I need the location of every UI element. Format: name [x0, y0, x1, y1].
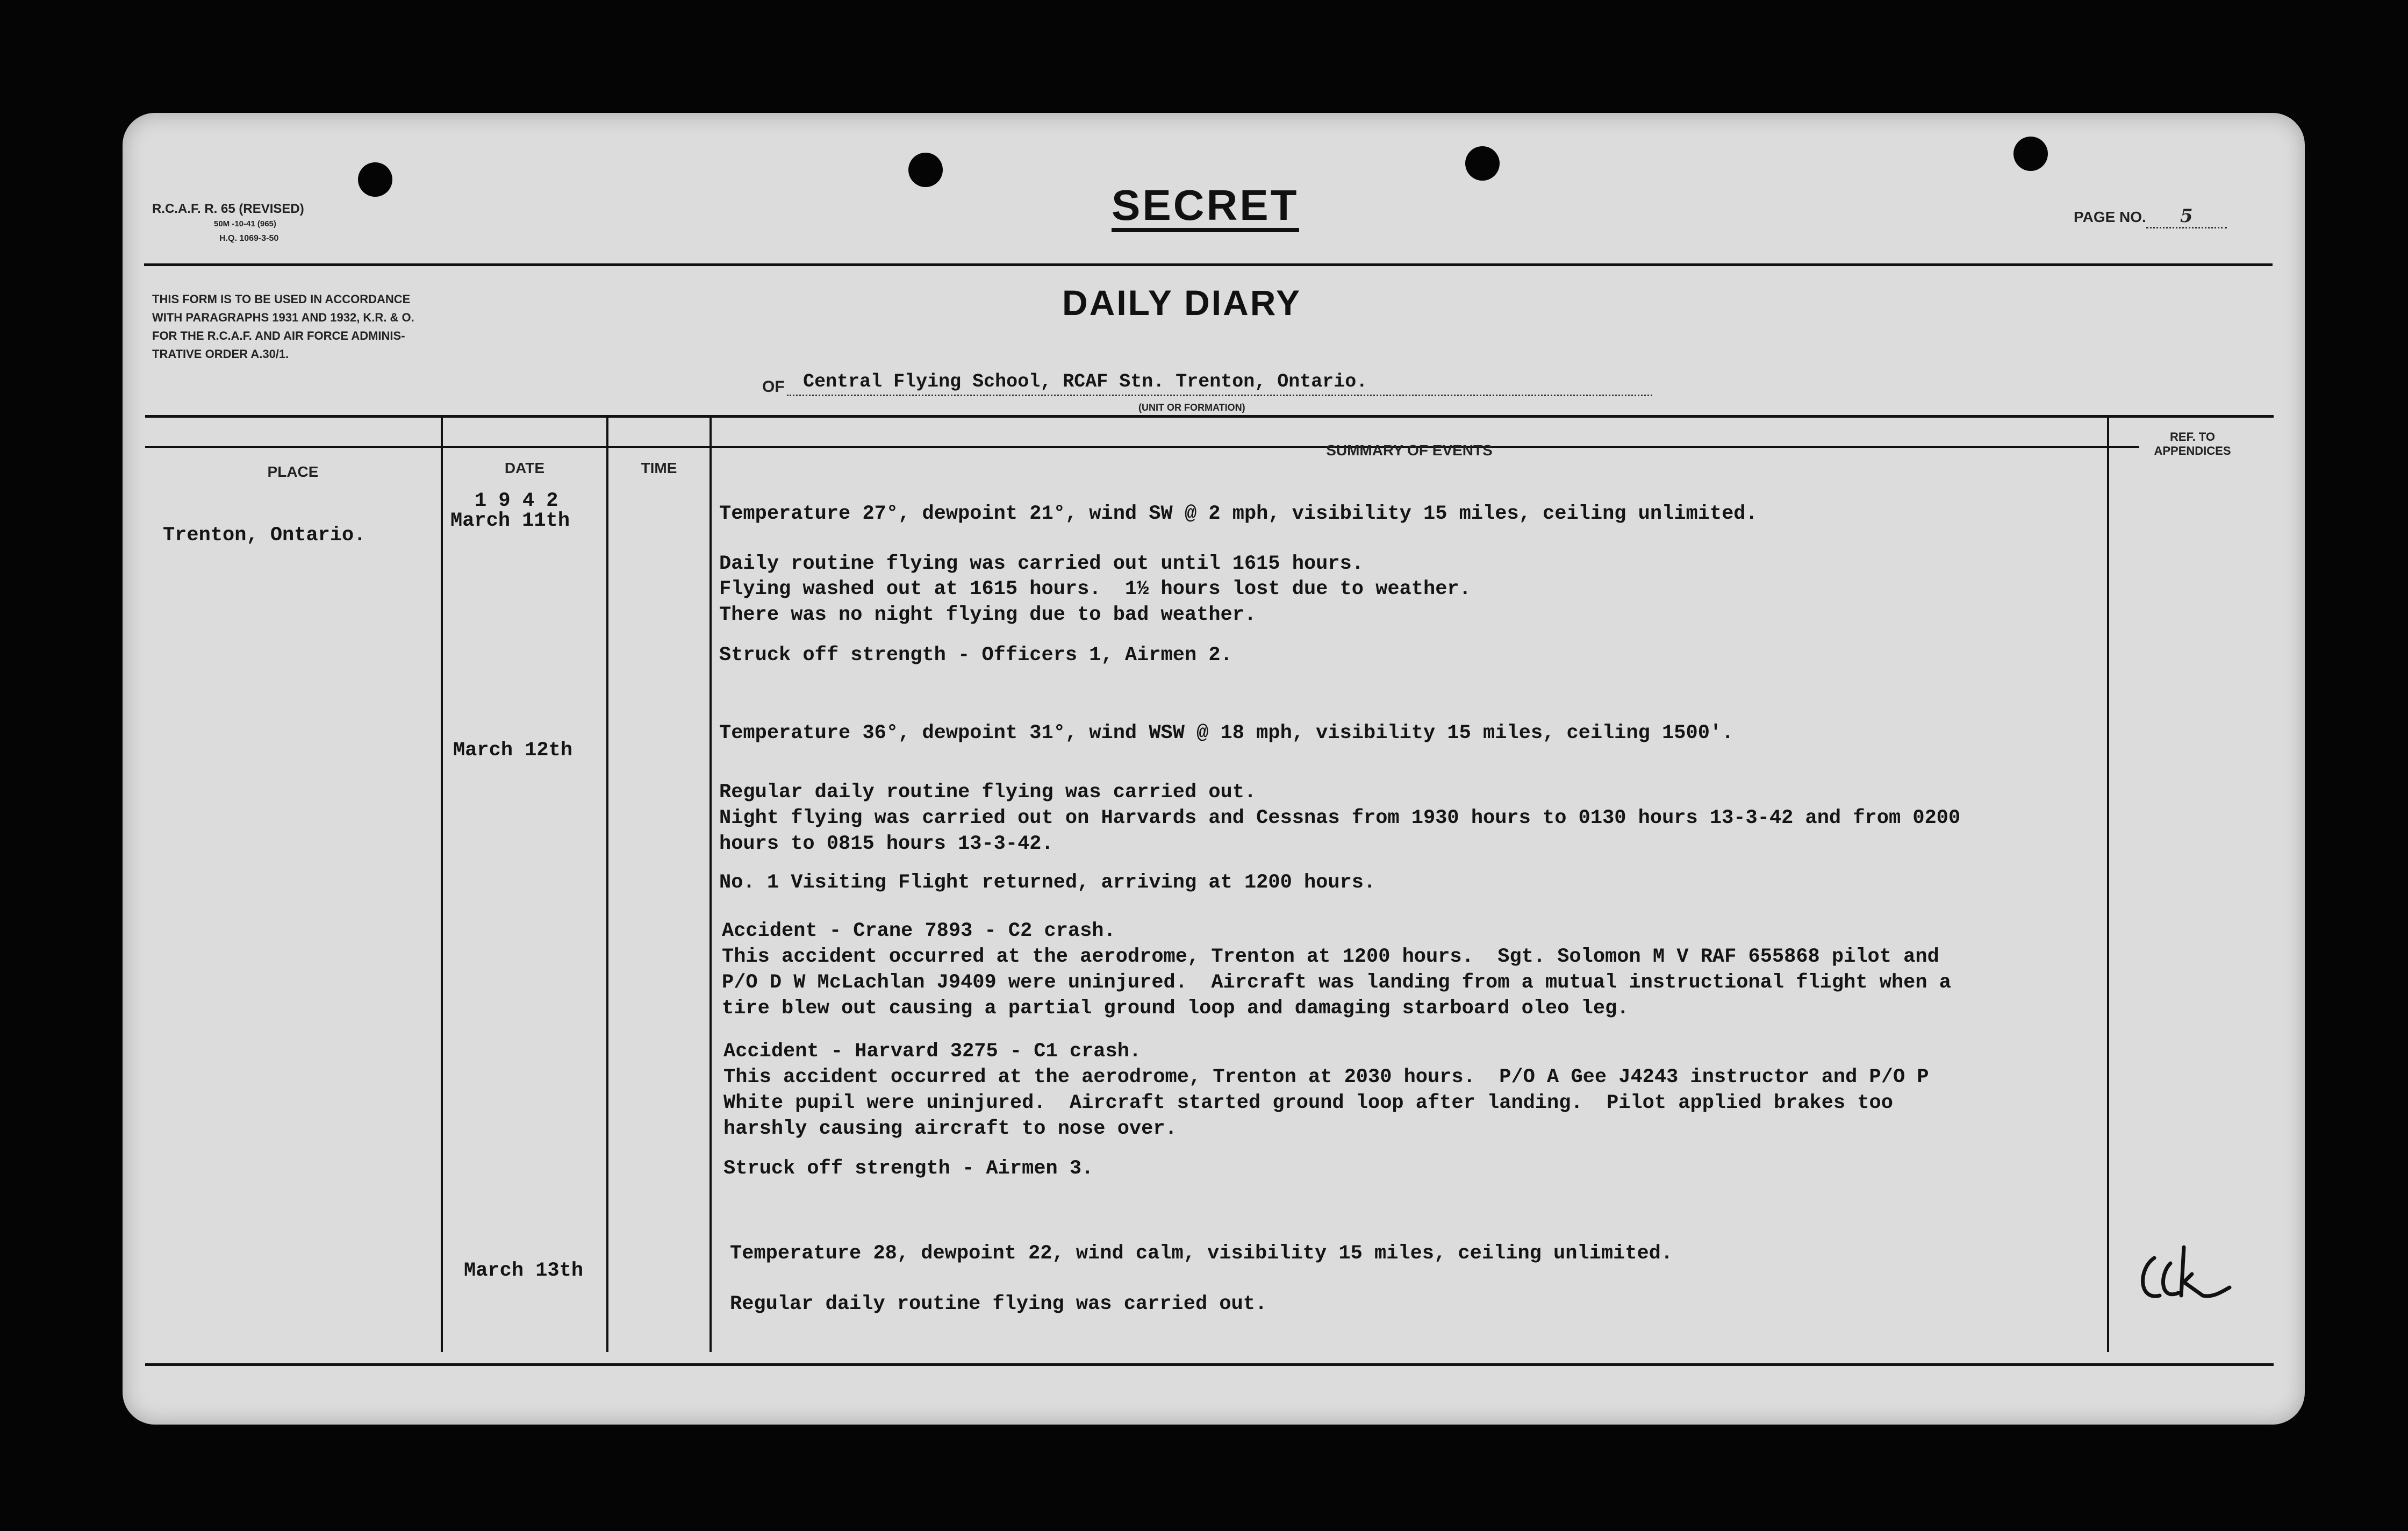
table-bottom-rule [145, 1363, 2274, 1366]
summary-line: harshly causing aircraft to nose over. [723, 1118, 1177, 1140]
ref-header-line: REF. TO [2170, 430, 2215, 443]
entry-date: March 12th [453, 739, 573, 762]
instruction-line: FOR THE R.C.A.F. AND AIR FORCE ADMINIS- [152, 329, 405, 342]
summary-line: Temperature 27°, dewpoint 21°, wind SW @ 2 mph, visibility 15 miles, ceiling unlimited. [719, 503, 1758, 525]
diary-card [123, 113, 2305, 1425]
page-number-label: PAGE NO. [2074, 209, 2146, 225]
binder-hole [908, 153, 943, 187]
binder-hole [1465, 146, 1500, 181]
column-divider [606, 417, 608, 1352]
summary-line: Regular daily routine flying was carried out. [719, 781, 1257, 804]
of-label: OF [762, 378, 785, 396]
signature [2133, 1236, 2240, 1327]
summary-line: This accident occurred at the aerodrome, Trenton at 2030 hours. P/O A Gee J4243 instructor and P/O P [723, 1066, 1929, 1089]
summary-line: Regular daily routine flying was carried out. [730, 1293, 1267, 1315]
entry-date: March 11th [450, 510, 570, 532]
column-divider [441, 417, 443, 1352]
summary-line: Daily routine flying was carried out until 1615 hours. [719, 553, 1364, 575]
table-top-rule [145, 415, 2274, 418]
page-number-value: 5 [2146, 205, 2227, 228]
summary-line: Temperature 36°, dewpoint 31°, wind WSW @ 18 mph, visibility 15 miles, ceiling 1500'. [719, 722, 1734, 745]
column-header-date: DATE [504, 460, 545, 476]
instruction-line: WITH PARAGRAPHS 1931 AND 1932, K.R. & O. [152, 311, 414, 324]
summary-line: Accident - Crane 7893 - C2 crash. [722, 920, 1116, 942]
diary-title: DAILY DIARY [1062, 283, 1301, 323]
summary-line: White pupil were uninjured. Aircraft started ground loop after landing. Pilot applied brakes too [723, 1092, 1893, 1114]
summary-line: Struck off strength - Airmen 3. [723, 1157, 1094, 1180]
year: 1 9 4 2 [475, 490, 558, 512]
summary-line: Accident - Harvard 3275 - C1 crash. [723, 1040, 1142, 1063]
column-header-ref [2109, 430, 2276, 458]
unit-name: Central Flying School, RCAF Stn. Trenton, Ontario. [787, 371, 1652, 396]
summary-line: P/O D W McLachlan J9409 were uninjured. Aircraft was landing from a mutual instructional flight when a [722, 971, 1951, 994]
signature-mark [2133, 1236, 2240, 1312]
summary-line: hours to 0815 hours 13-3-42. [719, 833, 1054, 855]
instruction-line: TRATIVE ORDER A.30/1. [152, 347, 289, 361]
column-divider [2107, 417, 2109, 1352]
unit-caption: (UNIT OR FORMATION) [1138, 402, 1245, 413]
classification-heading: SECRET [1112, 183, 1299, 232]
page-number-field [2074, 205, 2227, 228]
form-number: R.C.A.F. R. 65 (REVISED) [152, 202, 304, 216]
unit-field [762, 371, 1800, 396]
entry-date: March 13th [464, 1260, 584, 1282]
binder-hole [358, 162, 392, 197]
print-code: 50M -10-41 (965) [214, 219, 276, 228]
instruction-line: THIS FORM IS TO BE USED IN ACCORDANCE [152, 292, 411, 306]
summary-line: Struck off strength - Officers 1, Airmen 2. [719, 644, 1232, 667]
summary-line: This accident occurred at the aerodrome, Trenton at 1200 hours. Sgt. Solomon M V RAF 655868 pilot and [722, 946, 1939, 968]
summary-line: Night flying was carried out on Harvards and Cessnas from 1930 hours to 0130 hours 13-3-42 and from 0200 [719, 807, 1961, 829]
summary-line: No. 1 Visiting Flight returned, arriving at 1200 hours. [719, 871, 1376, 894]
column-header-time: TIME [641, 460, 677, 476]
summary-line: Flying washed out at 1615 hours. 1½ hours lost due to weather. [719, 578, 1471, 600]
column-header-summary: SUMMARY OF EVENTS [1326, 442, 1493, 459]
form-instructions [152, 290, 561, 363]
ref-header-line: APPENDICES [2154, 444, 2231, 457]
hq-reference: H.Q. 1069-3-50 [219, 234, 279, 243]
summary-line: Temperature 28, dewpoint 22, wind calm, visibility 15 miles, ceiling unlimited. [730, 1242, 1673, 1265]
column-header-place: PLACE [267, 463, 319, 480]
column-divider [710, 417, 712, 1352]
binder-hole [2013, 137, 2048, 171]
summary-line: There was no night flying due to bad weather. [719, 604, 1257, 626]
place-entry: Trenton, Ontario. [163, 524, 366, 547]
summary-line: tire blew out causing a partial ground loop and damaging starboard oleo leg. [722, 997, 1629, 1020]
header-rule [144, 263, 2273, 266]
